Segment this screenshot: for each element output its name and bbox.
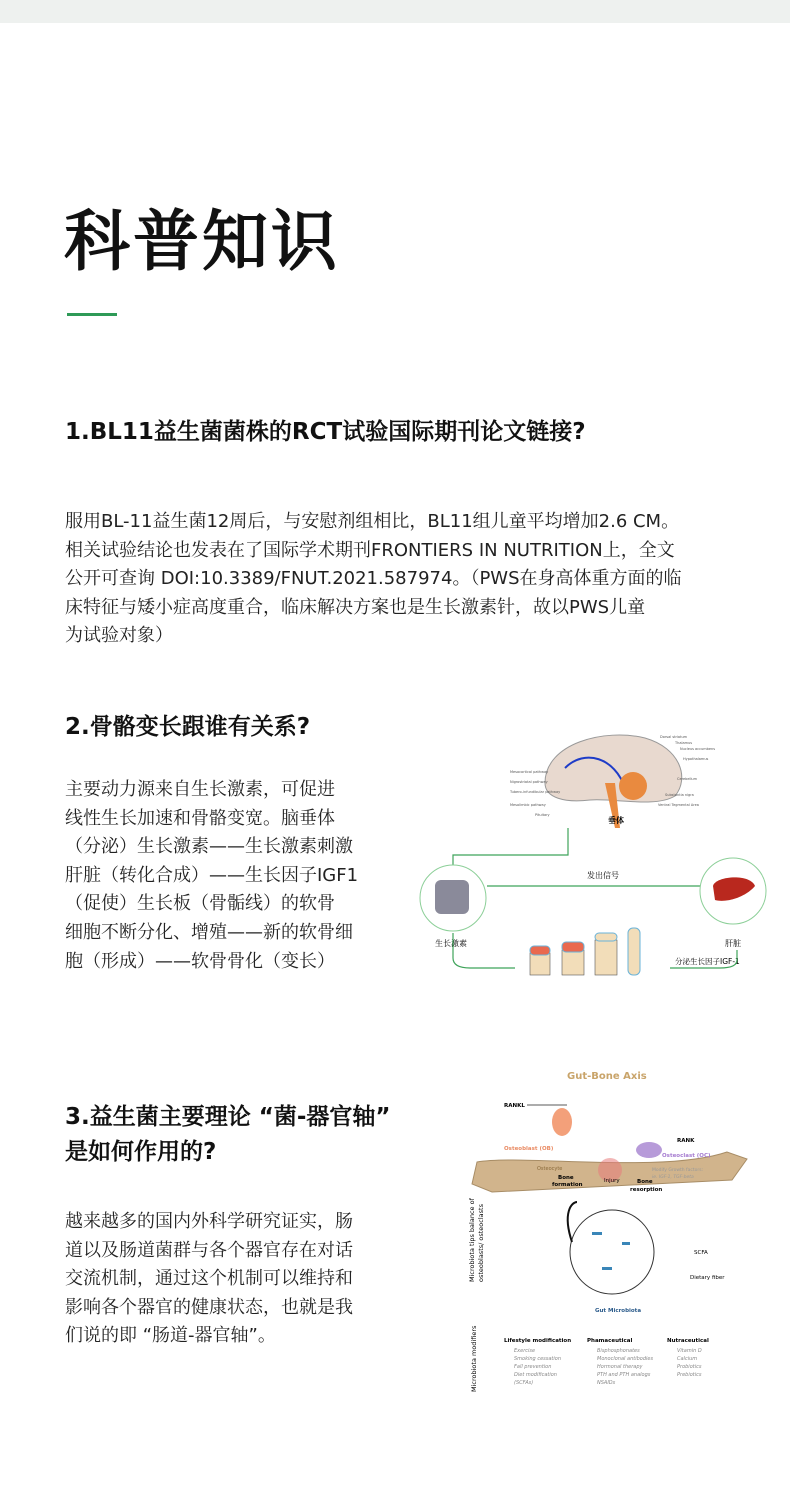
rankl-label: RANKL: [504, 1103, 525, 1109]
bone-growth-stages: [530, 928, 640, 975]
scfa-label: SCFA: [694, 1250, 708, 1256]
body-line: 床特征与矮小症高度重合，临床解决方案也是生长激素针，故以PWS儿童: [65, 596, 646, 618]
gut-bone-axis-diagram: [462, 1062, 790, 1402]
section-2-body: [65, 776, 395, 976]
body-line: 胞（形成）——软骨骨化（变长）: [65, 950, 335, 972]
modifier-item: Vitamin D: [677, 1348, 702, 1354]
modifier-group-title: Phamaceutical: [587, 1338, 633, 1344]
svg-text:resorption: resorption: [630, 1187, 663, 1193]
section-3-heading-line1: 3.益生菌主要理论 “菌-器官轴”: [65, 1104, 391, 1130]
modifier-item: Smoking cessation: [514, 1356, 561, 1362]
brain-label: Thalamus: [675, 741, 693, 745]
modifier-item: Exercise: [514, 1348, 536, 1354]
body-line: 肝脏（转化合成）——生长因子IGF1: [65, 864, 359, 886]
modifier-item: Monoclonal antibodies: [597, 1356, 654, 1362]
body-line: 细胞不断分化、增殖——新的软骨细: [65, 921, 353, 943]
modifier-item: Diet modification: [514, 1372, 557, 1378]
modifier-item: Fall prevention: [514, 1364, 552, 1370]
section-3-body: [65, 1208, 405, 1351]
page-title: 科普知识: [64, 203, 340, 280]
rank-label: RANK: [677, 1138, 695, 1144]
body-line: 主要动力源来自生长激素，可促进: [65, 779, 335, 800]
osteoblast-label: Osteoblast (OB): [504, 1146, 554, 1152]
arrow-brain-to-hormone: [453, 828, 568, 873]
igf-label: 分泌生长因子IGF-1: [675, 957, 740, 966]
body-line: 影响各个器官的健康状态，也就是我: [65, 1296, 353, 1318]
body-line: （促使）生长板（骨骺线）的软骨: [65, 893, 335, 915]
section-2-heading: 2.骨骼变长跟谁有关系?: [65, 714, 311, 740]
body-line: 服用BL-11益生菌12周后，与安慰剂组相比，BL11组儿童平均增加2.6 CM。: [65, 511, 680, 532]
brain-label: Dorsal striatum: [660, 735, 688, 739]
injury-label: Injury: [604, 1178, 620, 1184]
svg-text:formation: formation: [552, 1182, 583, 1188]
growth-factors-examples: ie. IGF-1, TGF-beta: [652, 1175, 694, 1180]
modifier-item: Prebiotics: [677, 1372, 702, 1378]
figure-title: Gut-Bone Axis: [567, 1071, 647, 1082]
svg-text:Bone: Bone: [558, 1175, 574, 1181]
section-3-heading-line2: 是如何作用的?: [65, 1139, 217, 1165]
svg-text:Microbiota tips balance of: Microbiota tips balance of: [468, 1198, 476, 1282]
body-line: 线性生长加速和骨骼变宽。脑垂体: [65, 807, 335, 829]
body-line: 越来越多的国内外科学研究证实，肠: [65, 1211, 353, 1232]
body-line: 道以及肠道菌群与各个器官存在对话: [65, 1239, 353, 1261]
gut-microbiota-label: Gut Microbiota: [595, 1308, 642, 1314]
brain-label: Tubero-infundibular pathway: [510, 790, 561, 794]
title-accent-line: [67, 313, 117, 316]
modifier-item: Calcium: [677, 1356, 698, 1362]
modifier-item: Hormonal therapy: [597, 1364, 643, 1370]
brain-label: Nigrostriatal pathway: [510, 780, 548, 784]
growth-factors-label: Modify Growth factors:: [652, 1168, 704, 1173]
brain-label: Mesolimbic pathway: [510, 803, 546, 807]
protein-molecule-icon: [435, 880, 469, 914]
osteoclast-label: Osteoclast (OC): [662, 1153, 711, 1159]
modifier-group-title: Nutraceutical: [667, 1338, 709, 1344]
modifier-item: PTH and PTH analogs: [597, 1372, 651, 1378]
body-line: 公开可查询 DOI:10.3389/FNUT.2021.587974。（PWS在身高体重方面的临: [65, 568, 682, 590]
osteoblast-icon: [552, 1108, 572, 1136]
modifier-group-title: Lifestyle modification: [504, 1338, 572, 1344]
brain-label: Substantia nigra: [665, 793, 694, 797]
osteoclast-icon: [636, 1142, 662, 1158]
brain-illustration: [545, 735, 682, 828]
growth-hormone-label: 生长激素: [435, 939, 467, 948]
svg-text:osteoblasts/ osteoclasts: osteoblasts/ osteoclasts: [477, 1204, 485, 1282]
brain-label: Pituitary: [535, 813, 550, 817]
signal-label: 发出信号: [587, 871, 619, 880]
brain-label: Nucleus accumbens: [680, 747, 716, 751]
brain-label: Ventral Tegmental Area: [658, 803, 699, 807]
section-1-body: [65, 508, 745, 651]
brain-label: Hypothalamus: [683, 757, 709, 761]
microbiota-circle: [570, 1210, 654, 1294]
body-line: （分泌）生长激素——生长激素刺激: [65, 836, 353, 858]
brain-label: Cerebellum: [677, 777, 698, 781]
growth-hormone-diagram: [415, 728, 770, 978]
liver-label: 肝脏: [725, 939, 741, 948]
svg-text:Bone: Bone: [637, 1179, 653, 1185]
body-line: 交流机制，通过这个机制可以维持和: [65, 1268, 353, 1290]
body-line: 们说的即 “肠道-器官轴”。: [65, 1325, 276, 1347]
microbiota-modifiers-label: Microbiota modifiers: [470, 1325, 478, 1392]
body-line: 为试验对象）: [65, 625, 173, 647]
modifier-item: (SCFAs): [514, 1380, 534, 1386]
top-bar: [0, 0, 790, 23]
modifier-item: NSAIDs: [597, 1380, 616, 1386]
modifier-item: Bisphosphonates: [597, 1348, 640, 1354]
pituitary-label: 垂体: [608, 816, 624, 825]
osteocyte-label: Osteocyte: [537, 1166, 563, 1172]
body-line: 相关试验结论也发表在了国际学术期刊FRONTIERS IN NUTRITION上，全文: [65, 539, 675, 561]
section-1-heading: 1.BL11益生菌菌株的RCT试验国际期刊论文链接?: [65, 419, 586, 445]
modifier-item: Probiotics: [677, 1364, 702, 1370]
dietary-fiber-label: Dietary fiber: [690, 1275, 725, 1281]
brain-label: Mesocortical pathway: [510, 770, 549, 774]
